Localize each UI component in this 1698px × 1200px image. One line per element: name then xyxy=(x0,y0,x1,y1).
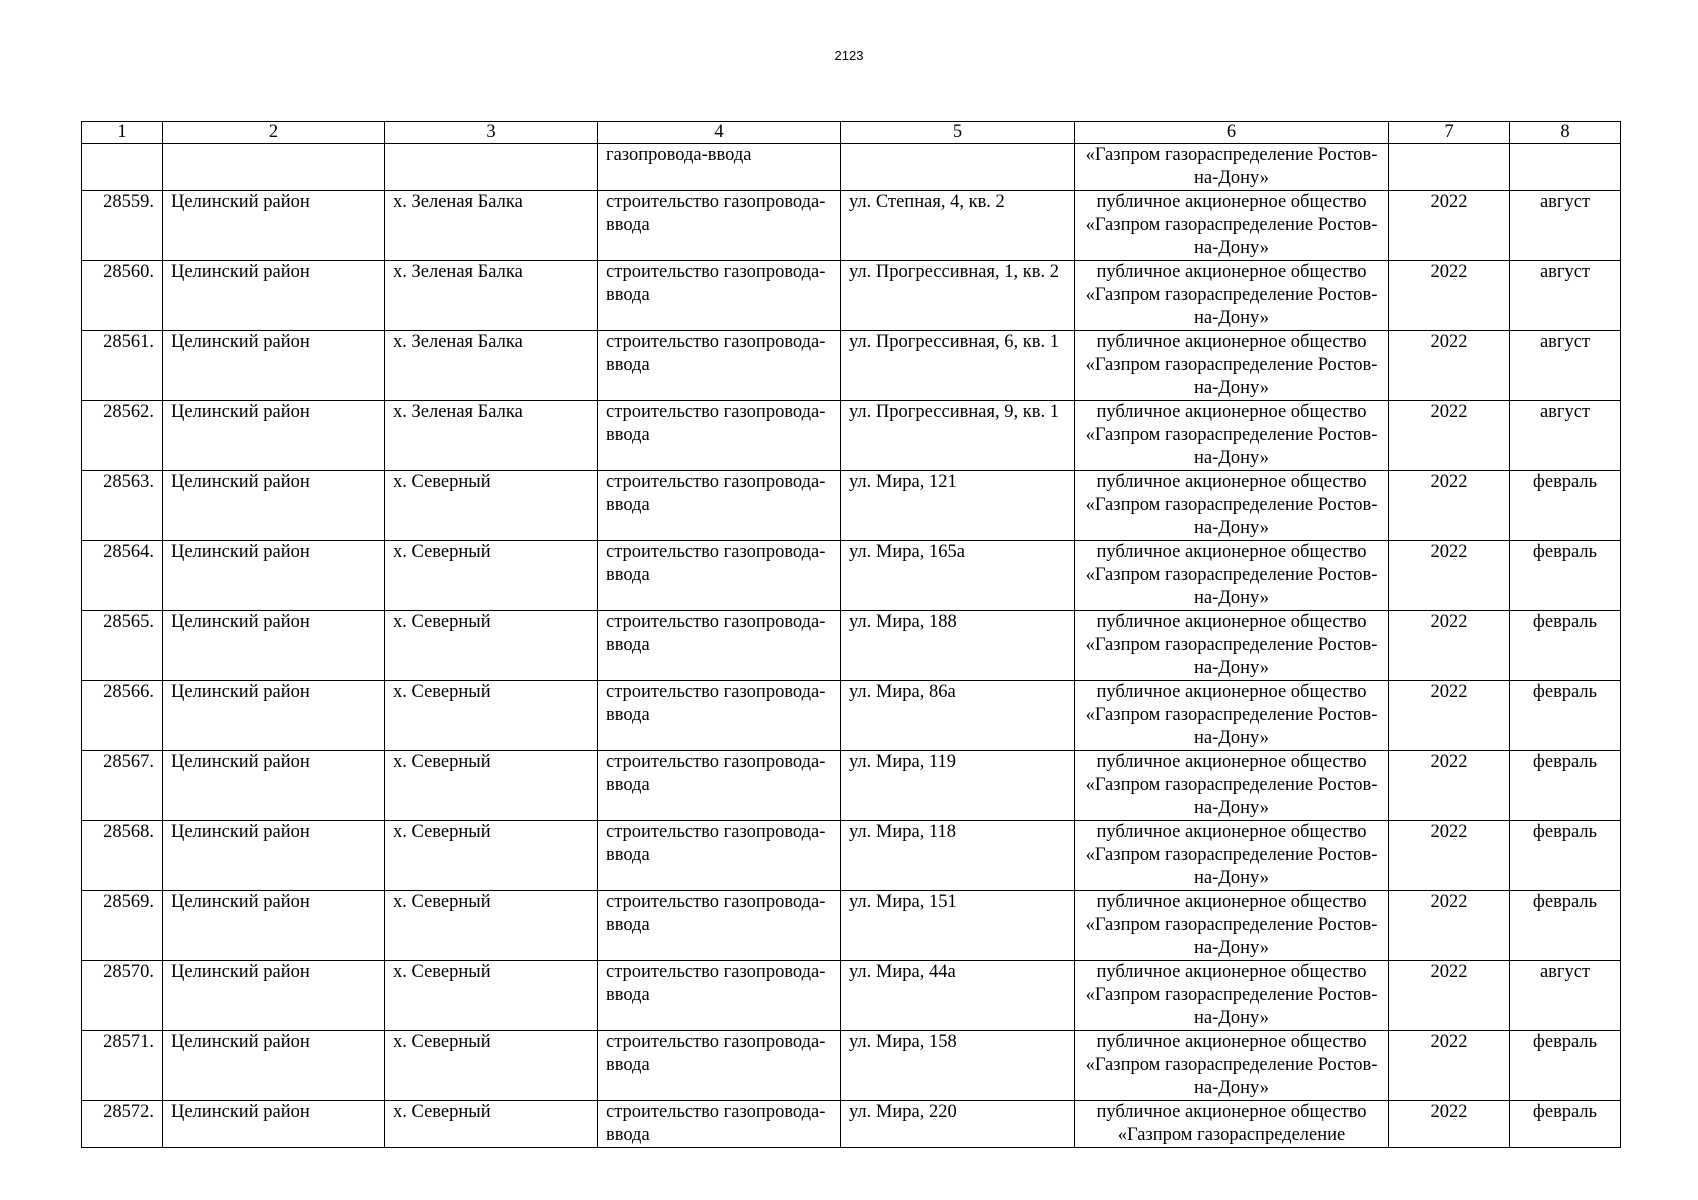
table-row xyxy=(82,191,1621,261)
header-col-1: 1 xyxy=(82,122,163,144)
cell-org: публичное акционерное общество «Газпром газораспределение Ростов-на-Дону» xyxy=(1075,331,1389,401)
header-row xyxy=(82,122,1621,144)
cell-num: 28571. xyxy=(82,1031,163,1101)
cell-year xyxy=(1389,144,1510,191)
cell-locality: х. Северный xyxy=(385,751,598,821)
cell-num: 28570. xyxy=(82,961,163,1031)
cell-month: февраль xyxy=(1510,471,1621,541)
table-row xyxy=(82,681,1621,751)
cell-locality: х. Северный xyxy=(385,1031,598,1101)
cell-num: 28569. xyxy=(82,891,163,961)
cell-address: ул. Прогрессивная, 6, кв. 1 xyxy=(841,331,1075,401)
cell-year: 2022 xyxy=(1389,331,1510,401)
cell-address xyxy=(841,144,1075,191)
cell-month xyxy=(1510,144,1621,191)
cell-address: ул. Мира, 165а xyxy=(841,541,1075,611)
cell-locality xyxy=(385,1101,598,1148)
cell-year: 2022 xyxy=(1389,611,1510,681)
cell-address: ул. Мира, 119 xyxy=(841,751,1075,821)
cell-org: публичное акционерное общество «Газпром газораспределение Ростов-на-Дону» xyxy=(1075,611,1389,681)
table-row xyxy=(82,541,1621,611)
table-row xyxy=(82,1101,1621,1148)
cell-num: 28563. xyxy=(82,471,163,541)
cell-work: строительство газопровода-ввода xyxy=(598,821,841,891)
cell-district: Целинский район xyxy=(163,611,385,681)
cell-month: август xyxy=(1510,961,1621,1031)
cell-year: 2022 xyxy=(1389,961,1510,1031)
cell-month: август xyxy=(1510,401,1621,471)
cell-org: публичное акционерное общество «Газпром газораспределение Ростов-на-Дону» xyxy=(1075,1031,1389,1101)
cell-month: февраль xyxy=(1510,891,1621,961)
cell-locality: х. Северный xyxy=(385,821,598,891)
cell-district: Целинский район xyxy=(163,401,385,471)
cell-address: ул. Степная, 4, кв. 2 xyxy=(841,191,1075,261)
header-col-5: 5 xyxy=(841,122,1075,144)
cell-address: ул. Мира, 44а xyxy=(841,961,1075,1031)
cell-org: публичное акционерное общество «Газпром газораспределение Ростов-на-Дону» xyxy=(1075,891,1389,961)
cell-org: публичное акционерное общество «Газпром газораспределение Ростов-на-Дону» xyxy=(1075,961,1389,1031)
cell-district: Целинский район xyxy=(163,1031,385,1101)
cell-district: Целинский район xyxy=(163,891,385,961)
cell-district: Целинский район xyxy=(163,471,385,541)
cell-org: публичное акционерное общество «Газпром газораспределение Ростов-на-Дону» xyxy=(1075,541,1389,611)
cell-work: строительство газопровода-ввода xyxy=(598,611,841,681)
table-row xyxy=(82,961,1621,1031)
cell-num: 28564. xyxy=(82,541,163,611)
cell-year: 2022 xyxy=(1389,821,1510,891)
cell-work: строительство газопровода-ввода xyxy=(598,1031,841,1101)
cell-address: ул. Прогрессивная, 9, кв. 1 xyxy=(841,401,1075,471)
cell-num: 28565. xyxy=(82,611,163,681)
cell-org-text: публичное акционерное общество «Газпром газораспределение xyxy=(1096,1102,1367,1145)
cell-locality: х. Северный xyxy=(385,681,598,751)
cell-address: ул. Мира, 121 xyxy=(841,471,1075,541)
cell-work: строительство газопровода-ввода xyxy=(598,751,841,821)
cell-district: Целинский район xyxy=(163,541,385,611)
cell-address: ул. Мира, 86а xyxy=(841,681,1075,751)
cell-address: ул. Мира, 158 xyxy=(841,1031,1075,1101)
header-col-7: 7 xyxy=(1389,122,1510,144)
cell-month: август xyxy=(1510,191,1621,261)
cell-locality: х. Северный xyxy=(385,611,598,681)
table-row xyxy=(82,471,1621,541)
cell-num: 28561. xyxy=(82,331,163,401)
cell-work: строительство газопровода-ввода xyxy=(598,891,841,961)
cell-year xyxy=(1389,1101,1510,1148)
table-row xyxy=(82,331,1621,401)
cell-month: август xyxy=(1510,261,1621,331)
cell-work: строительство газопровода-ввода xyxy=(598,191,841,261)
cell-month: февраль xyxy=(1510,1031,1621,1101)
cell-month: февраль xyxy=(1510,681,1621,751)
cell-address: ул. Мира, 118 xyxy=(841,821,1075,891)
cell-work: строительство газопровода-ввода xyxy=(598,961,841,1031)
cell-district: Целинский район xyxy=(163,191,385,261)
table-row xyxy=(82,751,1621,821)
cell-year: 2022 xyxy=(1389,261,1510,331)
cell-locality: х. Северный xyxy=(385,961,598,1031)
cell-work: газопровода-ввода xyxy=(598,144,841,191)
continuation-row xyxy=(82,144,1621,191)
cell-num xyxy=(82,144,163,191)
header-col-8: 8 xyxy=(1510,122,1621,144)
cell-month xyxy=(1510,1101,1621,1148)
cell-year: 2022 xyxy=(1389,681,1510,751)
cell-district: Целинский район xyxy=(163,961,385,1031)
cell-org: публичное акционерное общество «Газпром газораспределение Ростов-на-Дону» xyxy=(1075,751,1389,821)
cell-org: публичное акционерное общество «Газпром газораспределение Ростов-на-Дону» xyxy=(1075,401,1389,471)
cell-work: строительство газопровода-ввода xyxy=(598,471,841,541)
header-col-3: 3 xyxy=(385,122,598,144)
cell-num: 28568. xyxy=(82,821,163,891)
cell-work: строительство газопровода-ввода xyxy=(598,681,841,751)
page-number: 2123 xyxy=(834,48,864,63)
cell-year: 2022 xyxy=(1389,191,1510,261)
cell-num: 28559. xyxy=(82,191,163,261)
cell-org: публичное акционерное общество «Газпром газораспределение Ростов-на-Дону» xyxy=(1075,191,1389,261)
cell-district: Целинский район xyxy=(163,261,385,331)
cell-district-text: Целинский район xyxy=(171,1102,310,1122)
table-row xyxy=(82,1031,1621,1101)
cell-locality: х. Зеленая Балка xyxy=(385,191,598,261)
cell-work-text: строительство газопровода-ввода xyxy=(606,1102,826,1145)
cell-locality: х. Северный xyxy=(385,471,598,541)
gas-pipeline-table xyxy=(81,121,1621,1148)
cell-year-text: 2022 xyxy=(1430,1102,1468,1122)
cell-locality: х. Зеленая Балка xyxy=(385,401,598,471)
cell-num-text: 28572. xyxy=(103,1102,154,1122)
cell-work: строительство газопровода-ввода xyxy=(598,331,841,401)
cell-year: 2022 xyxy=(1389,401,1510,471)
cell-work: строительство газопровода-ввода xyxy=(598,541,841,611)
cell-year: 2022 xyxy=(1389,1031,1510,1101)
cell-num xyxy=(82,1101,163,1148)
cell-address: ул. Мира, 188 xyxy=(841,611,1075,681)
cell-month: август xyxy=(1510,331,1621,401)
table-row xyxy=(82,261,1621,331)
table-row xyxy=(82,401,1621,471)
cell-month: февраль xyxy=(1510,821,1621,891)
cell-org: публичное акционерное общество «Газпром газораспределение Ростов-на-Дону» xyxy=(1075,261,1389,331)
cell-org: публичное акционерное общество «Газпром газораспределение Ростов-на-Дону» xyxy=(1075,681,1389,751)
cell-address: ул. Мира, 151 xyxy=(841,891,1075,961)
cell-locality xyxy=(385,144,598,191)
cell-address xyxy=(841,1101,1075,1148)
cell-num: 28567. xyxy=(82,751,163,821)
table-row xyxy=(82,891,1621,961)
table-row xyxy=(82,821,1621,891)
cell-district xyxy=(163,1101,385,1148)
header-col-4: 4 xyxy=(598,122,841,144)
cell-district: Целинский район xyxy=(163,681,385,751)
cell-district: Целинский район xyxy=(163,331,385,401)
cell-locality: х. Северный xyxy=(385,891,598,961)
cell-month-text: февраль xyxy=(1532,1102,1598,1122)
cell-org xyxy=(1075,1101,1389,1148)
cell-num: 28566. xyxy=(82,681,163,751)
cell-month: февраль xyxy=(1510,751,1621,821)
cell-work xyxy=(598,1101,841,1148)
table-row xyxy=(82,611,1621,681)
cell-district: Целинский район xyxy=(163,751,385,821)
cell-org: публичное акционерное общество «Газпром газораспределение Ростов-на-Дону» xyxy=(1075,471,1389,541)
cell-locality: х. Зеленая Балка xyxy=(385,261,598,331)
cell-locality: х. Зеленая Балка xyxy=(385,331,598,401)
cell-locality: х. Северный xyxy=(385,541,598,611)
header-col-2: 2 xyxy=(163,122,385,144)
cell-year: 2022 xyxy=(1389,891,1510,961)
cell-org: публичное акционерное общество «Газпром газораспределение Ростов-на-Дону» xyxy=(1075,821,1389,891)
cell-year: 2022 xyxy=(1389,751,1510,821)
cell-address-text: ул. Мира, 220 xyxy=(849,1102,957,1122)
cell-district: Целинский район xyxy=(163,821,385,891)
cell-address: ул. Прогрессивная, 1, кв. 2 xyxy=(841,261,1075,331)
header-col-6: 6 xyxy=(1075,122,1389,144)
cell-district xyxy=(163,144,385,191)
cell-work: строительство газопровода-ввода xyxy=(598,261,841,331)
cell-year: 2022 xyxy=(1389,541,1510,611)
cell-year: 2022 xyxy=(1389,471,1510,541)
cell-num: 28560. xyxy=(82,261,163,331)
cell-num: 28562. xyxy=(82,401,163,471)
cell-month: февраль xyxy=(1510,611,1621,681)
cell-month: февраль xyxy=(1510,541,1621,611)
cell-locality-text: х. Северный xyxy=(393,1102,491,1122)
cell-org: «Газпром газораспределение Ростов-на-Дону» xyxy=(1075,144,1389,191)
cell-work: строительство газопровода-ввода xyxy=(598,401,841,471)
